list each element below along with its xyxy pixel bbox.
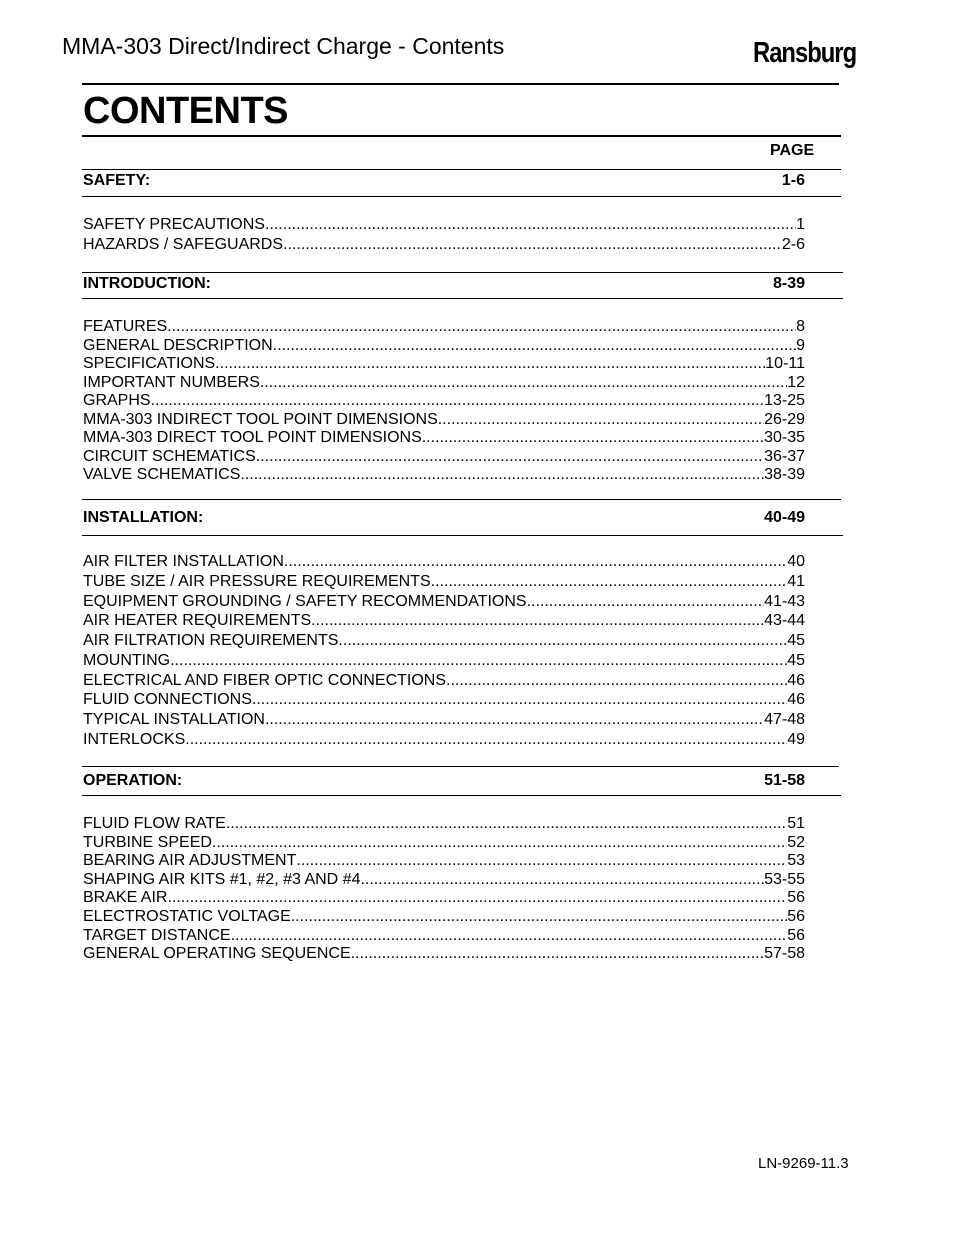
toc-entry[interactable] xyxy=(83,945,805,964)
section-heading-safety xyxy=(83,172,805,190)
toc-entry[interactable] xyxy=(83,374,805,393)
toc-entry-page: 41-43 xyxy=(764,592,805,610)
section-heading-label: SAFETY: xyxy=(83,172,151,189)
toc-entry[interactable] xyxy=(83,235,805,255)
toc-entry-page: 56 xyxy=(787,907,805,925)
toc-entry-page: 40 xyxy=(787,553,805,570)
toc-entry[interactable] xyxy=(83,889,805,908)
toc-entry[interactable] xyxy=(83,815,805,834)
section-entries-introduction xyxy=(83,318,805,485)
toc-entry-label: INTERLOCKS xyxy=(83,730,186,748)
toc-entry[interactable] xyxy=(83,611,805,631)
section-rule-top xyxy=(82,766,839,767)
toc-entry-label: MMA-303 INDIRECT TOOL POINT DIMENSIONS xyxy=(83,410,438,428)
toc-entry-page: 13-25 xyxy=(764,392,805,409)
toc-entry-page: 38-39 xyxy=(764,466,805,483)
toc-entry-label: AIR FILTRATION REQUIREMENTS xyxy=(83,632,339,649)
leader-dots xyxy=(170,651,787,671)
toc-entry-page: 26-29 xyxy=(764,410,805,428)
toc-entry[interactable] xyxy=(83,710,805,730)
toc-entry-label: AIR FILTER INSTALLATION xyxy=(83,553,284,570)
toc-entry[interactable] xyxy=(83,466,805,485)
header-rule xyxy=(82,83,839,85)
leader-dots xyxy=(252,690,787,710)
toc-entry-page: 46 xyxy=(787,671,805,689)
leader-dots xyxy=(527,592,764,612)
toc-entry[interactable] xyxy=(83,671,805,691)
leader-dots xyxy=(151,392,765,411)
toc-entry-page: 41 xyxy=(787,572,805,590)
leader-dots xyxy=(260,374,787,393)
section-heading-label: OPERATION: xyxy=(83,772,183,789)
toc-entry-label: GENERAL DESCRIPTION xyxy=(83,336,273,354)
leader-dots xyxy=(240,466,764,485)
leader-dots xyxy=(422,429,764,448)
toc-entry-page: 36-37 xyxy=(764,447,805,465)
section-heading-label: INSTALLATION: xyxy=(83,509,204,526)
leader-dots xyxy=(431,572,788,592)
section-rule-top xyxy=(82,499,841,500)
leader-dots xyxy=(167,889,787,908)
toc-entry-label: MOUNTING xyxy=(83,651,171,669)
leader-dots xyxy=(265,215,796,235)
toc-entry-page: 56 xyxy=(787,926,805,944)
section-rule-bottom xyxy=(82,795,841,796)
toc-entry-label: VALVE SCHEMATICS xyxy=(83,466,241,483)
page-column-label: PAGE xyxy=(770,142,815,159)
toc-entry-label: TUBE SIZE / AIR PRESSURE REQUIREMENTS xyxy=(83,572,431,590)
section-rule-bottom xyxy=(82,196,841,197)
toc-entry-label: FLUID FLOW RATE xyxy=(83,815,226,832)
toc-entry-label: SPECIFICATIONS xyxy=(83,355,216,372)
toc-entry-page: 45 xyxy=(787,632,805,649)
toc-entry-label: BEARING AIR ADJUSTMENT xyxy=(83,852,297,870)
leader-dots xyxy=(215,355,765,374)
toc-entry[interactable] xyxy=(83,631,805,651)
leader-dots xyxy=(438,411,764,430)
toc-entry[interactable] xyxy=(83,871,805,890)
section-page-range: 1-6 xyxy=(781,172,805,189)
section-heading-installation xyxy=(83,509,805,527)
toc-entry-label: HAZARDS / SAFEGUARDS xyxy=(83,235,284,253)
leader-dots xyxy=(231,927,788,946)
leader-dots xyxy=(338,631,787,651)
toc-entry[interactable] xyxy=(83,908,805,927)
toc-entry-page: 12 xyxy=(787,373,805,391)
toc-entry-page: 51 xyxy=(787,815,805,832)
section-entries-installation xyxy=(83,552,805,750)
section-heading-operation xyxy=(83,772,805,790)
toc-entry[interactable] xyxy=(83,337,805,356)
toc-entry-label: MMA-303 DIRECT TOOL POINT DIMENSIONS xyxy=(83,429,422,446)
toc-entry-page: 49 xyxy=(787,730,805,748)
toc-entry[interactable] xyxy=(83,592,805,612)
toc-entry[interactable] xyxy=(83,572,805,592)
toc-entry-page: 10-11 xyxy=(765,355,805,372)
brand-logo: Ransburg xyxy=(753,37,857,69)
toc-entry[interactable] xyxy=(83,448,805,467)
toc-entry[interactable] xyxy=(83,690,805,710)
leader-dots xyxy=(351,945,764,964)
toc-entry[interactable] xyxy=(83,411,805,430)
section-page-range: 40-49 xyxy=(764,509,805,526)
page-header-title: MMA-303 Direct/Indirect Charge - Contents xyxy=(62,33,505,59)
toc-entry[interactable] xyxy=(83,834,805,853)
leader-dots xyxy=(273,337,796,356)
toc-entry-label: FEATURES xyxy=(83,318,168,335)
section-rule-bottom xyxy=(82,298,843,299)
toc-entry-label: IMPORTANT NUMBERS xyxy=(83,373,260,391)
toc-entry-page: 45 xyxy=(787,651,805,669)
toc-entry-page: 47-48 xyxy=(764,711,805,728)
toc-entry-page: 57-58 xyxy=(764,945,805,963)
toc-entry-page: 9 xyxy=(796,336,805,354)
toc-entry[interactable] xyxy=(83,927,805,946)
toc-entry-label: TURBINE SPEED xyxy=(83,833,212,851)
toc-entry-label: EQUIPMENT GROUNDING / SAFETY RECOMMENDATIONS xyxy=(83,592,527,610)
toc-entry-page: 53 xyxy=(787,852,805,870)
toc-entry-page: 2-6 xyxy=(781,235,805,253)
leader-dots xyxy=(296,852,787,871)
leader-dots xyxy=(256,448,764,467)
toc-entry-label: ELECTROSTATIC VOLTAGE xyxy=(83,907,291,925)
toc-entry-label: GRAPHS xyxy=(83,392,151,409)
toc-entry-label: GENERAL OPERATING SEQUENCE xyxy=(83,945,351,963)
toc-entry[interactable] xyxy=(83,215,805,235)
toc-entry[interactable] xyxy=(83,730,805,750)
toc-entry[interactable] xyxy=(83,852,805,871)
section-entries-safety xyxy=(83,215,805,254)
section-heading-label: INTRODUCTION: xyxy=(83,275,211,292)
toc-entry-page: 53-55 xyxy=(764,870,805,888)
toc-entry-page: 52 xyxy=(787,833,805,851)
section-page-range: 51-58 xyxy=(764,772,805,789)
toc-entry-label: CIRCUIT SCHEMATICS xyxy=(83,447,256,465)
toc-entry[interactable] xyxy=(83,355,805,374)
leader-dots xyxy=(265,710,764,730)
toc-entry-page: 46 xyxy=(787,691,805,709)
document-code: LN-9269-11.3 xyxy=(758,1155,849,1172)
toc-entry[interactable] xyxy=(83,392,805,411)
toc-entry-label: SAFETY PRECAUTIONS xyxy=(83,216,265,233)
toc-entry[interactable] xyxy=(83,651,805,671)
section-rule-top xyxy=(82,272,843,273)
toc-entry[interactable] xyxy=(83,318,805,337)
toc-entry[interactable] xyxy=(83,552,805,572)
section-heading-introduction xyxy=(83,275,805,293)
leader-dots xyxy=(291,908,787,927)
section-rule-top xyxy=(82,169,841,170)
leader-dots xyxy=(284,552,787,572)
section-page-range: 8-39 xyxy=(772,275,805,292)
section-rule-bottom xyxy=(82,535,843,536)
toc-entry-page: 30-35 xyxy=(764,429,805,446)
title-rule xyxy=(82,135,841,137)
toc-entry-label: TYPICAL INSTALLATION xyxy=(83,711,265,728)
toc-entry-label: SHAPING AIR KITS #1, #2, #3 AND #4 xyxy=(83,870,361,888)
toc-entry-page: 8 xyxy=(796,318,805,335)
toc-entry[interactable] xyxy=(83,429,805,448)
toc-entry-label: ELECTRICAL AND FIBER OPTIC CONNECTIONS xyxy=(83,671,447,689)
section-entries-operation xyxy=(83,815,805,964)
contents-title: CONTENTS xyxy=(83,90,288,132)
leader-dots xyxy=(311,611,764,631)
toc-entry-label: BRAKE AIR xyxy=(83,889,168,907)
leader-dots xyxy=(167,318,796,337)
leader-dots xyxy=(212,834,787,853)
toc-entry-page: 43-44 xyxy=(764,612,805,630)
leader-dots xyxy=(446,671,787,691)
leader-dots xyxy=(283,235,782,255)
toc-entry-page: 1 xyxy=(796,216,805,233)
leader-dots xyxy=(360,871,764,890)
toc-entry-label: AIR HEATER REQUIREMENTS xyxy=(83,612,312,630)
toc-entry-label: TARGET DISTANCE xyxy=(83,926,231,944)
toc-entry-page: 56 xyxy=(787,889,805,907)
toc-entry-label: FLUID CONNECTIONS xyxy=(83,691,252,709)
leader-dots xyxy=(185,730,787,750)
leader-dots xyxy=(226,815,787,834)
